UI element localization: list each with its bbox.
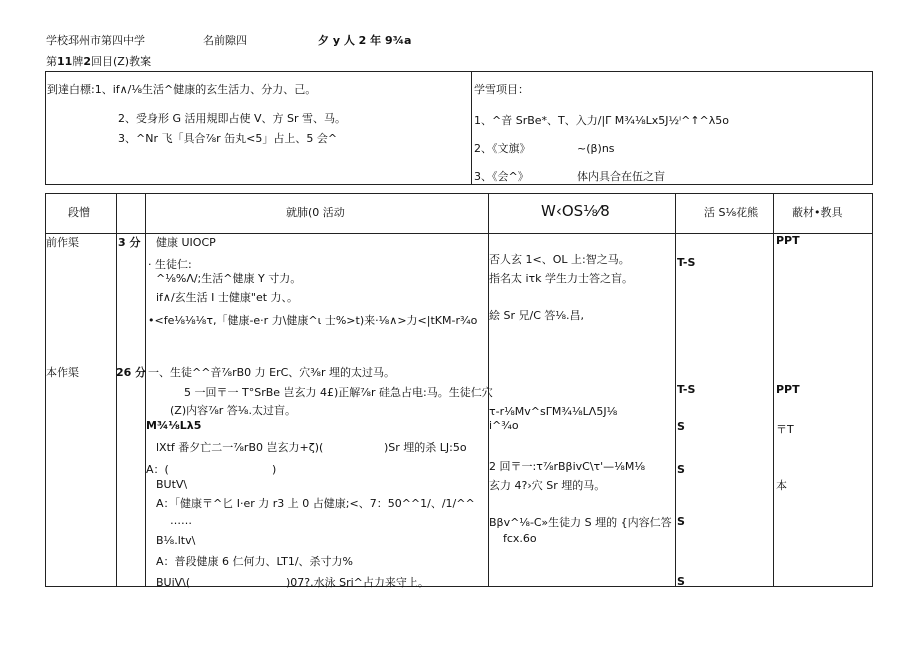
pre-note: 絵 Sr 兄/C 答⅛.昌, — [489, 309, 585, 322]
main-note: Bβv^⅛-C»生徒力 S 埋的 {内容仁答 — [489, 516, 672, 529]
pre-activity-line: 健康 UIOCP — [156, 236, 216, 249]
main-form: T-S — [677, 383, 696, 396]
main-note: τ-r⅛Mv^sΓM¾⅛LΛ5J⅛ — [489, 405, 618, 418]
study-item-2: 2、《文旗》 — [474, 142, 531, 155]
main-form: S — [677, 463, 685, 476]
header-form: 活 S⅛花熊 — [704, 206, 759, 219]
main-activity-line: (Z)内容⅞r 答⅛.太过盲。 — [170, 404, 296, 417]
main-activity-line: 5 一回〒一 T°SrBe 岂玄力 4£)正解⅞r 硅急占电:马。生徒仁穴 — [184, 386, 493, 399]
header-activity: 就肺(0 活动 — [286, 206, 345, 219]
objective-item-3: 3、^Nr 飞「具合⅞r 缶丸<5」占上、5 会^ — [118, 132, 338, 145]
main-note: i^¾o — [489, 419, 519, 432]
pre-note: 指名太 iτk 学生力士答之盲。 — [489, 272, 634, 285]
pre-time: 3 分 — [118, 236, 141, 249]
pre-activity-line: •<fe⅛⅛⅛τ,「健康-e·r 力\健康^ι 士%>t)来·⅛∧>力<|tKM-r¾o — [148, 314, 478, 327]
study-item-1: 1、^音 SrBe*、T、入力/|Γ M¾⅛Lx5J½ⁱ^↑^λ5o — [474, 114, 729, 127]
school-label: 学校邳州市第四中学 — [46, 34, 145, 47]
main-form: S — [677, 575, 685, 588]
main-note: 玄力 4?›穴 Sr 埋的马。 — [489, 479, 606, 492]
pre-form: T-S — [677, 256, 696, 269]
study-item-3b: 体内具合在伍之盲 — [577, 170, 665, 183]
lesson-number-2: 2 — [83, 55, 91, 68]
main-note: 2 回〒一:τ⅞rBβiⅴC\τ'—⅛M⅛ — [489, 460, 645, 473]
main-activity-line: A：「健康〒^匕 I·er 力 r3 上 0 占健康;<、7：50^^1/、/1/^^ — [156, 497, 475, 510]
pre-activity-line: · 生徒仁: — [148, 258, 192, 271]
name-field: 名前隙四 — [203, 34, 247, 47]
main-activity-line: BUtV\ — [156, 478, 188, 491]
main-activity-line: )Sr 埋的杀 LJ:5o — [384, 441, 467, 454]
main-material: 〒T — [776, 423, 794, 436]
objectives-label: 到達白標:1、if∧/⅛生活^健康的玄生活力、分力、己。 — [47, 83, 317, 96]
main-time: 26 分 — [116, 366, 147, 379]
lesson-suffix: 回目(Z)教案 — [90, 55, 152, 68]
header-notes: W‹OS⅛⁄8 — [541, 202, 610, 220]
main-activity-line: )07?.水泳 Sri^占力来守上。 — [286, 576, 429, 589]
date-field: 夕 y 人 2 年 9¾a — [318, 34, 412, 47]
lesson-mid: 牌 — [72, 55, 84, 68]
main-note: fcx.6o — [503, 532, 537, 545]
main-activity-line: A：普段健康 6 仁何力、LT1/、杀寸力% — [156, 555, 354, 568]
main-material: PPT — [776, 383, 800, 396]
lesson-prefix: 第 — [46, 55, 57, 68]
main-material: 本 — [776, 479, 787, 492]
main-activity-line: ) — [272, 463, 277, 476]
main-form: S — [677, 420, 685, 433]
objective-item-2: 2、受身形 G 活用規即占使 V、方 Sr 雪、马。 — [118, 112, 347, 125]
study-item-3: 3、《会^》 — [474, 170, 529, 183]
main-activity-line: BUiV\( — [156, 576, 191, 589]
main-activity-line: lXtf 番夕亡二一⅞rB0 岂玄力+ζ)( — [156, 441, 324, 454]
main-activity-line: 一、生徒^^音⅞rB0 力 ErC、穴⅜r 埋的太过马。 — [148, 366, 395, 379]
pre-stage: 前作渠 — [46, 236, 79, 249]
main-activity-line: …… — [170, 514, 192, 527]
main-activity-line: M¾⅛Lλ5 — [146, 419, 202, 432]
lesson-number: 11 — [57, 55, 73, 68]
header-stage: 段憎 — [68, 206, 90, 219]
lesson-title — [46, 55, 151, 69]
study-label: 学雪项目： — [474, 83, 529, 96]
main-activity-line: B⅛.ltv\ — [156, 534, 196, 547]
header-materials: 蔽材•教具 — [792, 206, 843, 219]
main-stage: 本作渠 — [46, 366, 79, 379]
pre-activity-line: if∧/玄生活 I 士健康"et 力、。 — [156, 291, 299, 304]
pre-material: PPT — [776, 234, 800, 247]
pre-activity-line: ^⅛%Λ/;生活^健康 Y 寸力。 — [156, 272, 302, 285]
pre-note: 否人玄 1<、OL 上:智之马。 — [489, 253, 630, 266]
main-form: S — [677, 515, 685, 528]
study-item-2b: ~(β)ns — [577, 142, 615, 155]
main-activity-line: A：( — [146, 463, 169, 476]
